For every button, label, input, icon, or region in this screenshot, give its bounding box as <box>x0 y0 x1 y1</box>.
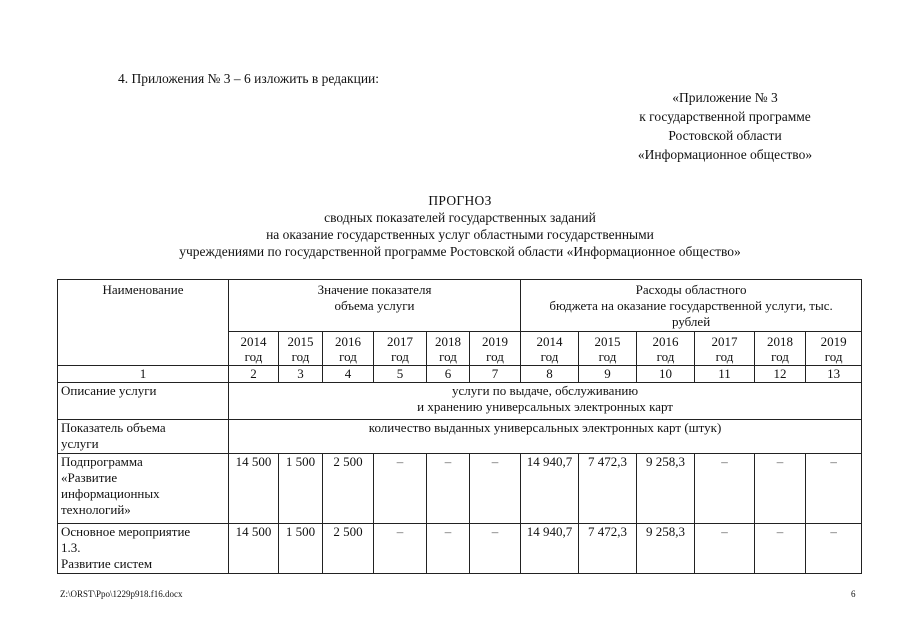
volume-indicator-row <box>58 420 862 454</box>
service-description-value <box>229 383 862 420</box>
forecast-table <box>57 279 862 574</box>
service-description-label: Описание услуги <box>58 383 229 420</box>
row-name-line: информационных <box>61 486 160 501</box>
appendix-line-2: к государственной программе <box>639 109 811 124</box>
table-cell: 9 258,3 <box>637 524 695 574</box>
year-header-cell <box>806 332 862 366</box>
table-cell: 7 472,3 <box>579 524 637 574</box>
table-cell: – <box>695 454 755 524</box>
row-name-line: Развитие систем <box>61 556 153 571</box>
column-number-cell: 2 <box>229 366 279 383</box>
column-number-row <box>58 366 862 383</box>
year-suffix: год <box>391 349 409 364</box>
year-suffix: год <box>291 349 310 364</box>
year-header-cell <box>323 332 374 366</box>
year-header-cell <box>279 332 323 366</box>
service-description-line-1: услуги по выдаче, обслуживанию <box>452 383 639 398</box>
column-number-cell: 3 <box>279 366 323 383</box>
year-header-cell <box>229 332 279 366</box>
column-number-cell: 8 <box>521 366 579 383</box>
footer-page-number: 6 <box>851 589 856 599</box>
header-values-cell <box>229 280 521 332</box>
year-suffix: год <box>439 349 457 364</box>
year-label: 2014 <box>536 334 563 349</box>
year-label: 2015 <box>594 334 621 349</box>
year-header-cell <box>755 332 806 366</box>
table-row <box>58 524 862 574</box>
document-heading <box>60 192 860 260</box>
heading-line-4: учреждениями по государственной программе Ростовской области «Информационное общество» <box>179 244 741 259</box>
table-cell: – <box>374 524 427 574</box>
table-cell: – <box>806 524 862 574</box>
table-cell: 2 500 <box>323 454 374 524</box>
row-name-line: Подпрограмма <box>61 454 143 469</box>
row-name-cell <box>58 454 229 524</box>
table-cell: – <box>695 524 755 574</box>
table-cell: – <box>470 524 521 574</box>
table-row <box>58 454 862 524</box>
year-suffix: год <box>771 349 789 364</box>
year-label: 2015 <box>287 334 314 349</box>
column-number-cell: 1 <box>58 366 229 383</box>
heading-line-3: на оказание государственных услуг областными государственными <box>266 227 654 242</box>
year-label: 2016 <box>335 334 361 349</box>
year-header-cell <box>521 332 579 366</box>
year-header-cell <box>579 332 637 366</box>
column-number-cell: 12 <box>755 366 806 383</box>
header-name: Наименование <box>102 282 184 297</box>
year-header-cell <box>374 332 427 366</box>
table-cell: 1 500 <box>279 524 323 574</box>
table-cell: 7 472,3 <box>579 454 637 524</box>
table-cell: 14 940,7 <box>521 524 579 574</box>
row-name-line: технологий» <box>61 502 131 517</box>
header-name-cell <box>58 280 229 366</box>
year-label: 2019 <box>482 334 509 349</box>
appendix-reference <box>560 88 890 164</box>
row-name-line: «Развитие <box>61 470 118 485</box>
row-name-line: 1.3. <box>61 540 81 555</box>
year-header-cell <box>637 332 695 366</box>
year-label: 2017 <box>387 334 413 349</box>
volume-indicator-label-line-1: Показатель объема <box>61 420 166 435</box>
year-label: 2019 <box>820 334 847 349</box>
header-values-line-1: Значение показателя <box>317 282 432 297</box>
year-header-cell <box>470 332 521 366</box>
header-row-main <box>58 280 862 332</box>
year-suffix: год <box>486 349 504 364</box>
table-cell: – <box>806 454 862 524</box>
table-cell: – <box>374 454 427 524</box>
year-suffix: год <box>824 349 843 364</box>
year-header-cell <box>695 332 755 366</box>
table-cell: – <box>470 454 521 524</box>
column-number-cell: 4 <box>323 366 374 383</box>
year-label: 2018 <box>767 334 794 349</box>
appendix-line-3: Ростовской области <box>668 128 782 143</box>
table-cell: 14 500 <box>229 524 279 574</box>
year-label: 2016 <box>652 334 679 349</box>
appendix-line-1: «Приложение № 3 <box>672 90 778 105</box>
header-expenses-line-1: Расходы областного <box>635 282 747 297</box>
column-number-cell: 6 <box>427 366 470 383</box>
footer-file-path: Z:\ORST\Ppo\1229p918.f16.docx <box>60 589 183 599</box>
heading-title: ПРОГНОЗ <box>428 193 492 208</box>
table-cell: 2 500 <box>323 524 374 574</box>
header-expenses-line-2: бюджета на оказание государственной услуги, тыс. <box>549 298 833 313</box>
year-label: 2018 <box>435 334 461 349</box>
table-cell: – <box>755 524 806 574</box>
year-label: 2017 <box>711 334 738 349</box>
header-expenses-line-3: рублей <box>671 314 711 329</box>
service-description-line-2: и хранению универсальных электронных карт <box>417 399 673 414</box>
volume-indicator-value: количество выданных универсальных электронных карт (штук) <box>229 420 862 454</box>
intro-text: 4. Приложения № 3 – 6 изложить в редакции: <box>118 71 380 86</box>
year-suffix: год <box>540 349 559 364</box>
year-header-cell <box>427 332 470 366</box>
column-number-cell: 11 <box>695 366 755 383</box>
table-cell: 14 500 <box>229 454 279 524</box>
header-expenses-cell <box>521 280 862 332</box>
header-values-line-2: объема услуги <box>334 298 415 313</box>
year-suffix: год <box>244 349 263 364</box>
year-suffix: год <box>598 349 617 364</box>
table-cell: 14 940,7 <box>521 454 579 524</box>
table-cell: – <box>755 454 806 524</box>
column-number-cell: 13 <box>806 366 862 383</box>
volume-indicator-label-line-2: услуги <box>61 436 99 451</box>
column-number-cell: 9 <box>579 366 637 383</box>
service-description-row <box>58 383 862 420</box>
year-suffix: год <box>656 349 675 364</box>
table-cell: 9 258,3 <box>637 454 695 524</box>
table-cell: 1 500 <box>279 454 323 524</box>
year-label: 2014 <box>240 334 267 349</box>
year-suffix: год <box>339 349 357 364</box>
volume-indicator-label <box>58 420 229 454</box>
appendix-line-4: «Информационное общество» <box>637 147 813 162</box>
table-cell: – <box>427 454 470 524</box>
row-name-line: Основное мероприятие <box>61 524 191 539</box>
heading-line-2: сводных показателей государственных заданий <box>324 210 596 225</box>
table-cell: – <box>427 524 470 574</box>
row-name-cell <box>58 524 229 574</box>
column-number-cell: 7 <box>470 366 521 383</box>
column-number-cell: 5 <box>374 366 427 383</box>
column-number-cell: 10 <box>637 366 695 383</box>
year-suffix: год <box>715 349 734 364</box>
